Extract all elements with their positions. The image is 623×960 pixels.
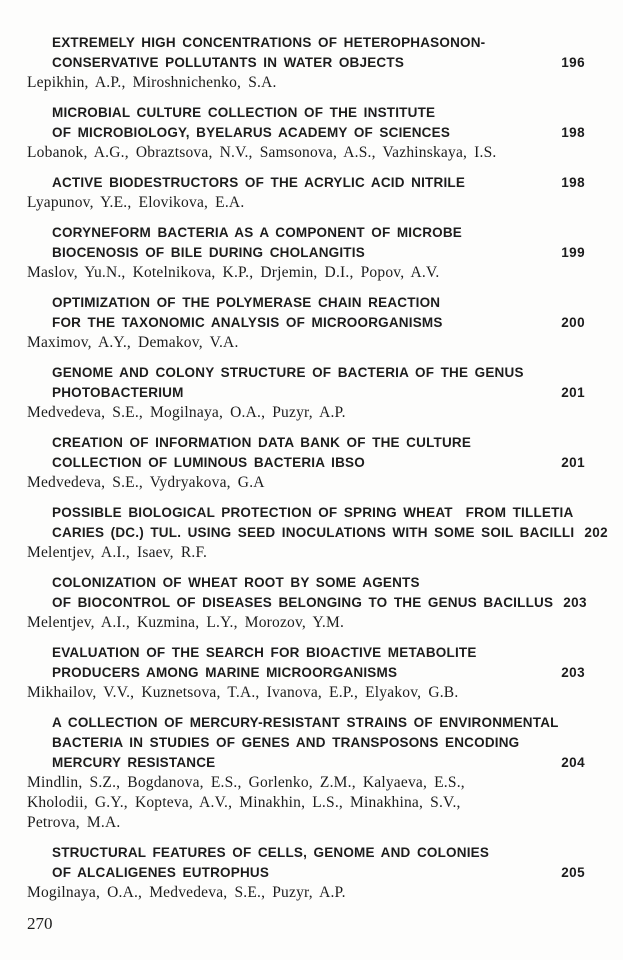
entry-title-block xyxy=(27,223,585,263)
entry-title-text: PRODUCERS AMONG MARINE MICROORGANISMS xyxy=(52,665,398,680)
entry-title-line xyxy=(27,103,585,123)
toc-entry xyxy=(27,293,585,353)
entry-authors-block xyxy=(27,403,585,423)
entry-authors-block xyxy=(27,473,585,493)
entry-title-line xyxy=(27,123,585,143)
entry-title-text: COLONIZATION OF WHEAT ROOT BY SOME AGENTS xyxy=(52,575,420,590)
entry-title-text: A COLLECTION OF MERCURY-RESISTANT STRAINS OF ENVIRONMENTAL xyxy=(52,715,559,730)
entry-title-text: CORYNEFORM BACTERIA AS A COMPONENT OF MICROBE xyxy=(52,225,462,240)
entry-title-text: CARIES (DC.) TUL. USING SEED INOCULATIONS WITH SOME SOIL BACILLI xyxy=(52,525,575,540)
entry-title-line xyxy=(27,293,585,313)
entry-page-number: 202 xyxy=(584,525,609,540)
entry-title-line xyxy=(27,863,585,883)
entry-title-line xyxy=(27,753,585,773)
entry-title-text: EVALUATION OF THE SEARCH FOR BIOACTIVE METABOLITE xyxy=(52,645,477,660)
entry-authors-block xyxy=(27,683,585,703)
entry-title-block xyxy=(27,33,585,73)
entry-title-line xyxy=(27,173,585,193)
toc-list xyxy=(27,33,609,903)
entry-title-block xyxy=(27,643,585,683)
entry-title-text: OPTIMIZATION OF THE POLYMERASE CHAIN REACTION xyxy=(52,295,441,310)
folio-page-number: 270 xyxy=(27,914,53,933)
entry-title-text: GENOME AND COLONY STRUCTURE OF BACTERIA OF THE GENUS xyxy=(52,365,524,380)
toc-entry xyxy=(27,223,585,283)
entry-title-block xyxy=(27,173,585,193)
entry-author-line: Maximov, A.Y., Demakov, V.A. xyxy=(27,334,239,351)
toc-entry xyxy=(27,503,609,563)
entry-title-block xyxy=(27,433,585,473)
entry-title-text: POSSIBLE BIOLOGICAL PROTECTION OF SPRING WHEAT FROM TILLETIA xyxy=(52,505,574,520)
entry-title-block xyxy=(27,103,585,143)
entry-title-line xyxy=(27,593,585,613)
toc-entry xyxy=(27,363,585,423)
entry-author-line: Mindlin, S.Z., Bogdanova, E.S., Gorlenko, Z.M., Kalyaeva, E.S., xyxy=(27,774,465,791)
entry-title-text: BACTERIA IN STUDIES OF GENES AND TRANSPOSONS ENCODING xyxy=(52,735,520,750)
entry-title-text: CONSERVATIVE POLLUTANTS IN WATER OBJECTS xyxy=(52,55,405,70)
entry-author-line: Lepikhin, A.P., Miroshnichenko, S.A. xyxy=(27,74,277,91)
toc-entry xyxy=(27,33,585,93)
entry-title-line xyxy=(27,433,585,453)
entry-authors-block xyxy=(27,263,585,283)
entry-authors-block xyxy=(27,333,585,353)
entry-title-text: OF MICROBIOLOGY, BYELARUS ACADEMY OF SCIENCES xyxy=(52,125,451,140)
entry-authors-block xyxy=(27,143,585,163)
entry-author-line: Mikhailov, V.V., Kuznetsova, T.A., Ivanova, E.P., Elyakov, G.B. xyxy=(27,684,459,701)
entry-author-line: Medvedeva, S.E., Vydryakova, G.A xyxy=(27,474,265,491)
entry-title-line xyxy=(27,713,585,733)
entry-title-line xyxy=(27,363,585,383)
entry-page-number: 205 xyxy=(561,865,585,880)
entry-page-number: 199 xyxy=(561,245,585,260)
entry-title-block xyxy=(27,363,585,403)
entry-title-line xyxy=(27,33,585,53)
toc-entry xyxy=(27,713,585,833)
toc-entry xyxy=(27,433,585,493)
entry-title-line xyxy=(27,523,609,543)
entry-title-text: BIOCENOSIS OF BILE DURING CHOLANGITIS xyxy=(52,245,365,260)
entry-title-line xyxy=(27,383,585,403)
entry-title-line xyxy=(27,663,585,683)
entry-page-number: 203 xyxy=(563,595,587,610)
entry-title-line xyxy=(27,53,585,73)
entry-title-block xyxy=(27,293,585,333)
entry-author-line: Lyapunov, Y.E., Elovikova, E.A. xyxy=(27,194,245,211)
entry-title-line xyxy=(27,643,585,663)
entry-title-text: MICROBIAL CULTURE COLLECTION OF THE INSTITUTE xyxy=(52,105,436,120)
toc-entry xyxy=(27,843,585,903)
entry-authors-block xyxy=(27,773,585,833)
entry-title-line xyxy=(27,453,585,473)
entry-title-line xyxy=(27,843,585,863)
entry-title-block xyxy=(27,843,585,883)
entry-title-text: CREATION OF INFORMATION DATA BANK OF THE CULTURE xyxy=(52,435,472,450)
entry-author-line: Melentjev, A.I., Isaev, R.F. xyxy=(27,544,208,561)
entry-author-line: Lobanok, A.G., Obraztsova, N.V., Samsonova, A.S., Vazhinskaya, I.S. xyxy=(27,144,497,161)
entry-title-line xyxy=(27,243,585,263)
entry-title-text: COLLECTION OF LUMINOUS BACTERIA IBSO xyxy=(52,455,365,470)
entry-author-line: Mogilnaya, O.A., Medvedeva, S.E., Puzyr, A.P. xyxy=(27,884,346,901)
entry-title-line xyxy=(27,573,585,593)
entry-title-line xyxy=(27,223,585,243)
entry-page-number: 198 xyxy=(561,125,585,140)
entry-title-block xyxy=(27,503,609,543)
entry-authors-block xyxy=(27,883,585,903)
entry-title-text: FOR THE TAXONOMIC ANALYSIS OF MICROORGANISMS xyxy=(52,315,443,330)
entry-title-text: MERCURY RESISTANCE xyxy=(52,755,216,770)
entry-page-number: 198 xyxy=(561,175,585,190)
entry-title-line xyxy=(27,733,585,753)
entry-authors-block xyxy=(27,73,585,93)
entry-page-number: 201 xyxy=(561,385,585,400)
entry-authors-block xyxy=(27,613,585,633)
toc-entry xyxy=(27,643,585,703)
entry-page-number: 204 xyxy=(561,755,585,770)
entry-author-line: Kholodii, G.Y., Kopteva, A.V., Minakhin, L.S., Minakhina, S.V., xyxy=(27,794,461,811)
toc-entry xyxy=(27,103,585,163)
entry-page-number: 201 xyxy=(561,455,585,470)
entry-title-line xyxy=(27,503,585,523)
entry-title-text: STRUCTURAL FEATURES OF CELLS, GENOME AND COLONIES xyxy=(52,845,490,860)
entry-authors-block xyxy=(27,193,585,213)
toc-entry xyxy=(27,573,585,633)
entry-page-number: 196 xyxy=(561,55,585,70)
entry-title-text: PHOTOBACTERIUM xyxy=(52,385,184,400)
entry-title-block xyxy=(27,573,585,613)
entry-page-number: 200 xyxy=(561,315,585,330)
toc-entry xyxy=(27,173,585,213)
entry-page-number: 203 xyxy=(561,665,585,680)
entry-title-line xyxy=(27,313,585,333)
entry-title-text: OF BIOCONTROL OF DISEASES BELONGING TO THE GENUS BACILLUS xyxy=(52,595,554,610)
entry-author-line: Melentjev, A.I., Kuzmina, L.Y., Morozov, Y.M. xyxy=(27,614,345,631)
entry-title-text: OF ALCALIGENES EUTROPHUS xyxy=(52,865,270,880)
entry-title-text: ACTIVE BIODESTRUCTORS OF THE ACRYLIC ACID NITRILE xyxy=(52,175,466,190)
entry-authors-block xyxy=(27,543,585,563)
entry-author-line: Petrova, M.A. xyxy=(27,814,121,831)
entry-title-block xyxy=(27,713,585,773)
entry-title-text: EXTREMELY HIGH CONCENTRATIONS OF HETEROPHASONON- xyxy=(52,35,486,50)
entry-author-line: Maslov, Yu.N., Kotelnikova, K.P., Drjemin, D.I., Popov, A.V. xyxy=(27,264,440,281)
entry-author-line: Medvedeva, S.E., Mogilnaya, O.A., Puzyr, A.P. xyxy=(27,404,346,421)
